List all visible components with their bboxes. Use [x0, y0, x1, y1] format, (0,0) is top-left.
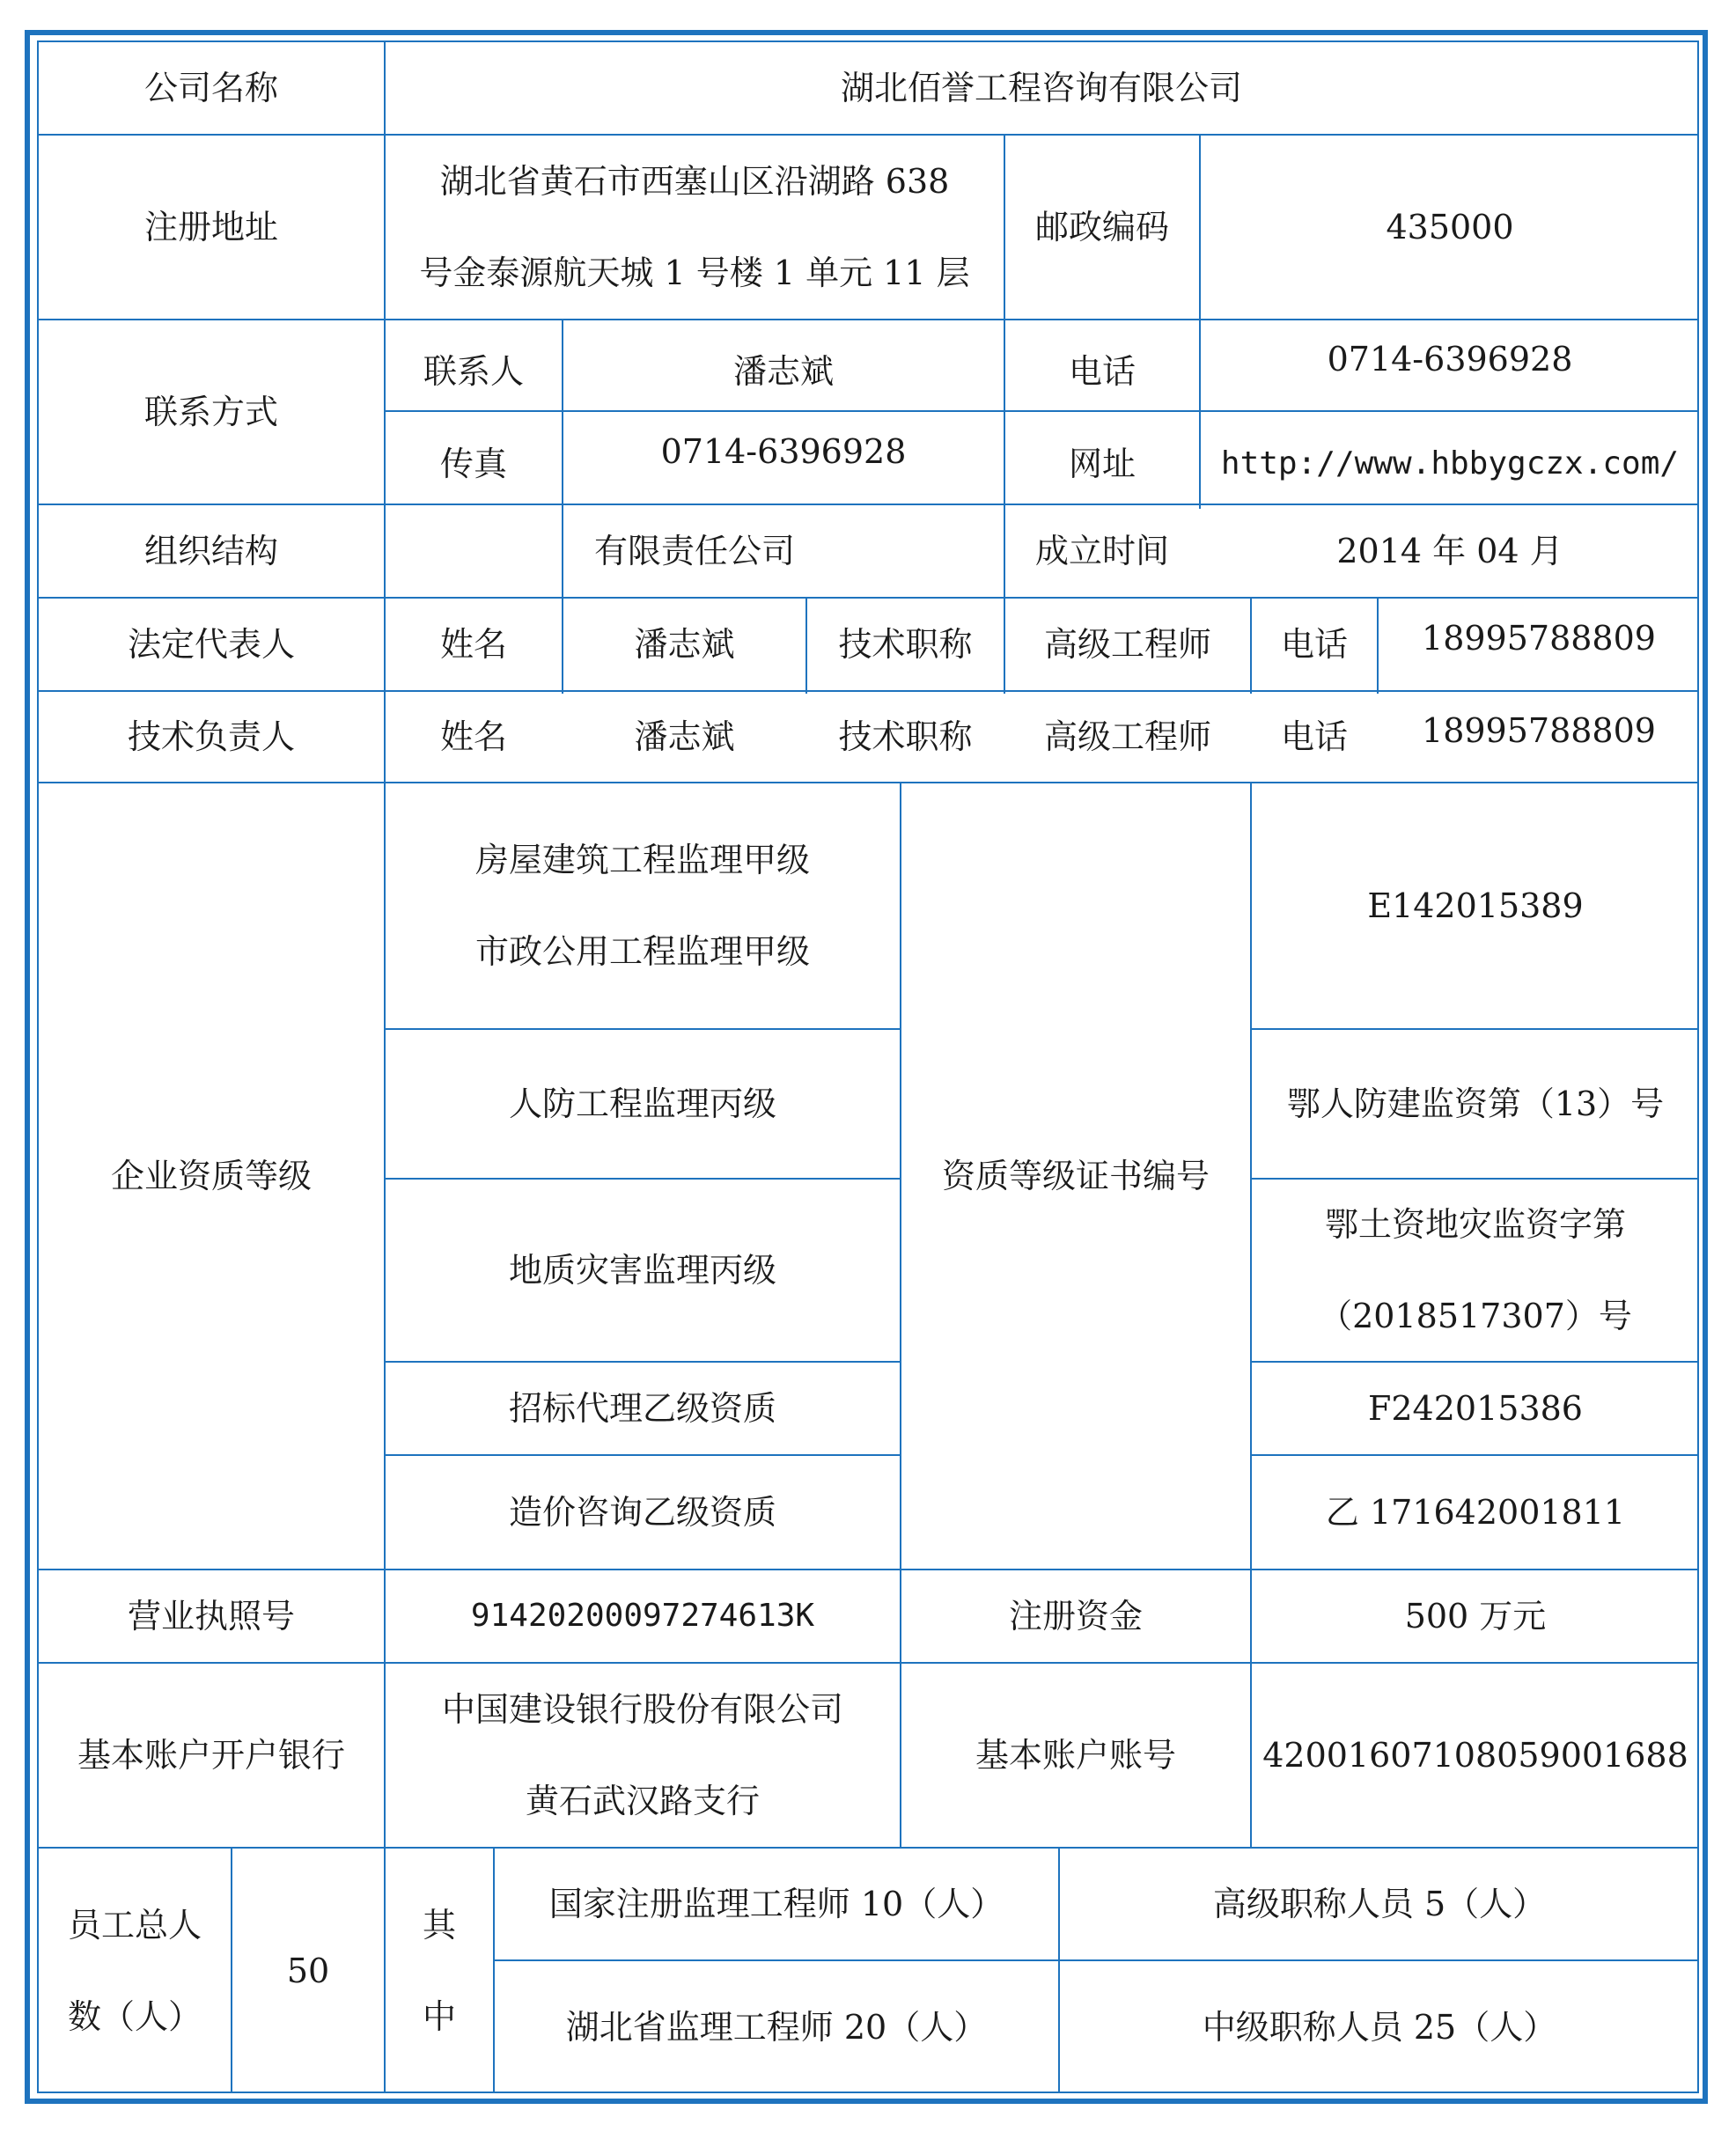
- senior-titles: 高级职称人员 5（人）: [1212, 1885, 1547, 1923]
- address-label: 注册地址: [143, 208, 278, 246]
- fax-value: 0714-6396928: [660, 432, 907, 471]
- cert-number-label: 资质等级证书编号: [941, 1157, 1210, 1195]
- qualifications-label: 企业资质等级: [110, 1157, 312, 1195]
- cert-number: E142015389: [1367, 886, 1584, 925]
- qualification-line: 房屋建筑工程监理甲级: [474, 841, 810, 879]
- founded-value: 2014 年 04 月: [1336, 532, 1563, 570]
- legal-rep-label: 法定代表人: [127, 625, 295, 664]
- cert-number: [1252, 1180, 1699, 1361]
- qualification-item: 造价咨询乙级资质: [508, 1493, 776, 1532]
- address-line-2: 号金泰源航天城 1 号楼 1 单元 11 层: [419, 254, 970, 292]
- staff-total: 50: [286, 1952, 330, 1990]
- cert-number: 乙 171642001811: [1325, 1493, 1626, 1532]
- staff-among-line-2: 中: [422, 1997, 456, 2036]
- bank-label: 基本账户开户银行: [77, 1736, 345, 1775]
- postcode-value: 435000: [1386, 208, 1514, 246]
- website-label: 网址: [1068, 445, 1136, 483]
- capital-value: 500 万元: [1404, 1597, 1547, 1636]
- tech-lead-label: 技术负责人: [127, 717, 295, 756]
- legal-rep-name-label: 姓名: [439, 625, 507, 664]
- company-label: 公司名称: [143, 69, 278, 107]
- cert-number: 鄂人防建监资第（13）号: [1286, 1084, 1665, 1123]
- address-value: [386, 136, 1004, 319]
- qualification-item: 人防工程监理丙级: [508, 1084, 776, 1123]
- qualification-item: 招标代理乙级资质: [508, 1389, 776, 1428]
- legal-rep-title: 高级工程师: [1043, 625, 1211, 664]
- legal-rep-name: 潘志斌: [634, 625, 735, 664]
- contact-label: 联系方式: [143, 393, 278, 431]
- tech-lead-phone: 18995788809: [1422, 711, 1656, 750]
- bank-name-line-1: 中国建设银行股份有限公司: [441, 1690, 843, 1729]
- legal-rep-title-label: 技术职称: [838, 625, 973, 664]
- qualification-item: 地质灾害监理丙级: [508, 1251, 776, 1290]
- mid-titles: 中级职称人员 25（人）: [1202, 2008, 1557, 2047]
- website-link[interactable]: http://www.hbbygczx.com/: [1220, 445, 1680, 482]
- cert-number: F242015386: [1368, 1389, 1583, 1428]
- cert-number-line: （2018517307）号: [1319, 1297, 1632, 1335]
- legal-rep-phone: 18995788809: [1422, 619, 1656, 658]
- fax-label: 传真: [439, 445, 507, 483]
- org-value: 有限责任公司: [593, 532, 795, 570]
- postcode-label: 邮政编码: [1034, 208, 1169, 246]
- staff-total-label-line-1: 员工总人: [67, 1906, 202, 1945]
- qualification-item: [386, 783, 900, 1028]
- org-label: 组织结构: [143, 532, 278, 570]
- reg-supervisors: 国家注册监理工程师 10（人）: [548, 1885, 1004, 1923]
- bank-name: [386, 1664, 900, 1847]
- company-name: 湖北佰誉工程咨询有限公司: [840, 69, 1242, 107]
- license-label: 营业执照号: [127, 1597, 295, 1636]
- tech-lead-phone-label: 电话: [1280, 717, 1348, 756]
- account-number: 42001607108059001688: [1262, 1736, 1688, 1775]
- account-label: 基本账户账号: [975, 1736, 1176, 1775]
- staff-total-label: [39, 1849, 231, 2093]
- hubei-supervisors: 湖北省监理工程师 20（人）: [565, 2008, 988, 2047]
- founded-label: 成立时间: [1034, 532, 1169, 570]
- capital-label: 注册资金: [1008, 1597, 1143, 1636]
- tech-lead-name-label: 姓名: [439, 717, 507, 756]
- tech-lead-name: 潘志斌: [634, 717, 735, 756]
- tech-lead-title-label: 技术职称: [838, 717, 973, 756]
- address-line-1: 湖北省黄石市西塞山区沿湖路 638: [439, 162, 950, 201]
- contact-person: 潘志斌: [732, 352, 834, 391]
- staff-among-line-1: 其: [422, 1906, 456, 1945]
- bank-name-line-2: 黄石武汉路支行: [525, 1782, 760, 1820]
- staff-among-label: [386, 1849, 493, 2093]
- qualification-line: 市政公用工程监理甲级: [474, 932, 810, 971]
- contact-phone-label: 电话: [1068, 352, 1136, 391]
- tech-lead-title: 高级工程师: [1043, 717, 1211, 756]
- contact-person-label: 联系人: [423, 352, 524, 391]
- contact-phone: 0714-6396928: [1327, 340, 1573, 379]
- staff-total-label-line-2: 数（人）: [67, 1997, 202, 2036]
- legal-rep-phone-label: 电话: [1280, 625, 1348, 664]
- license-number: 91420200097274613K: [470, 1598, 815, 1634]
- cert-number-line: 鄂土资地灾监资字第: [1324, 1205, 1626, 1244]
